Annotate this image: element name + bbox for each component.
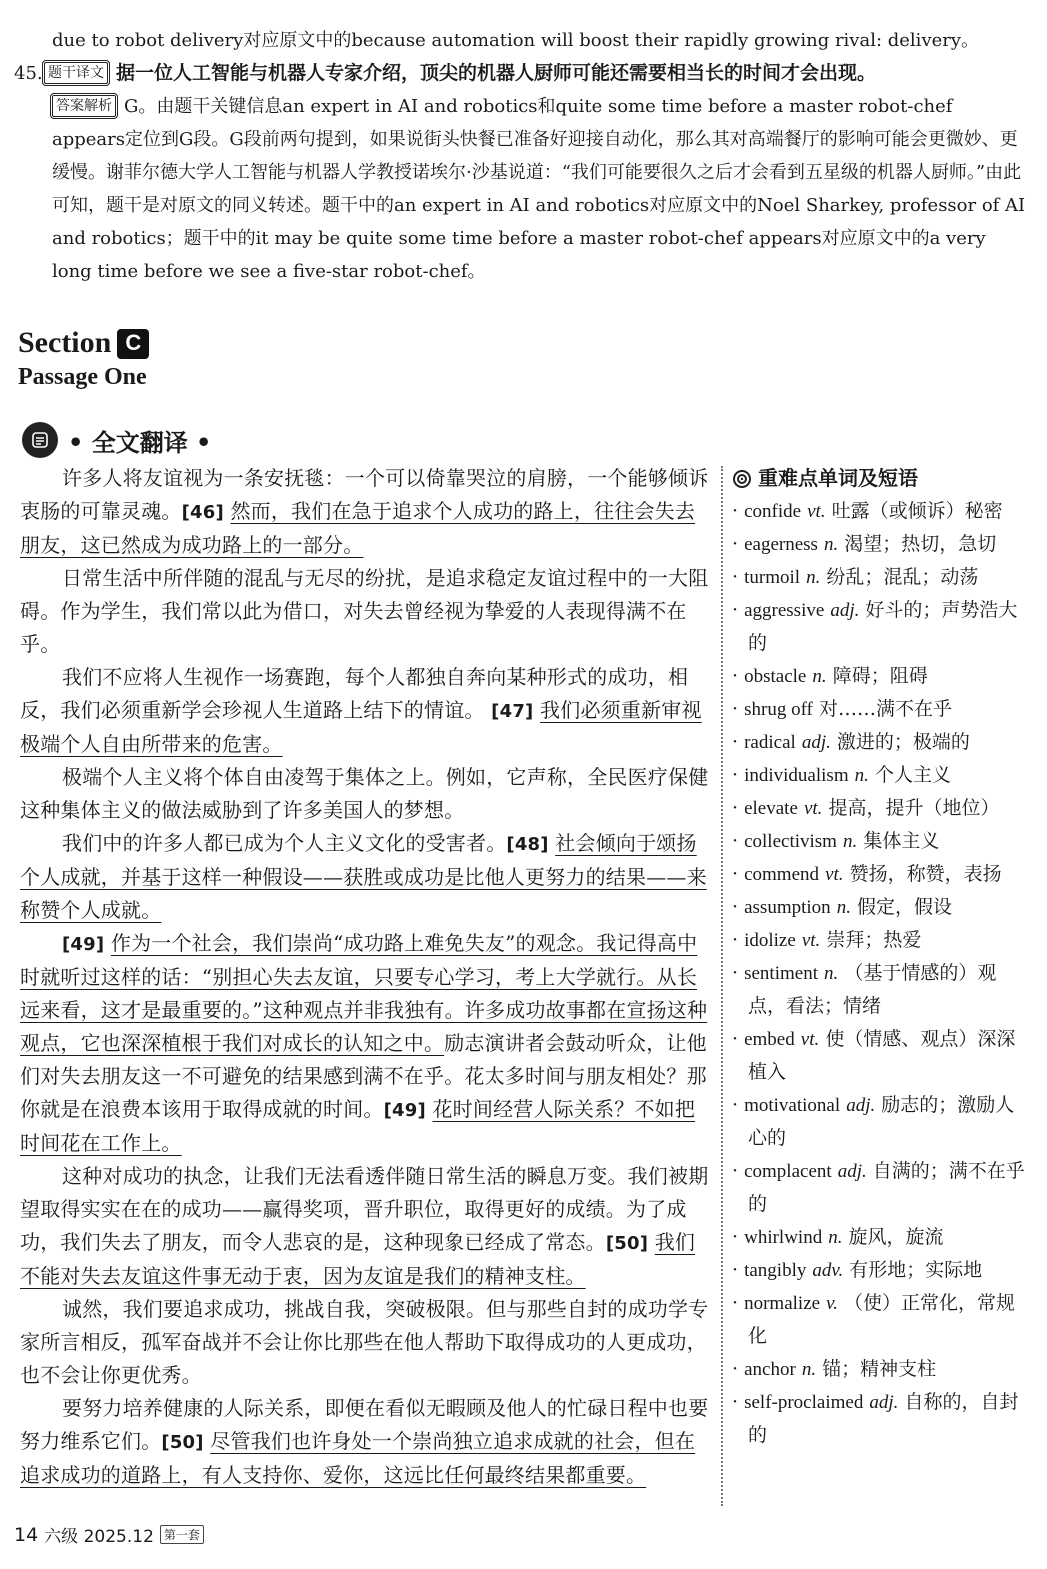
translation-heading xyxy=(22,422,211,458)
vocabulary-word: embed xyxy=(744,1029,795,1050)
vocabulary-meaning: 锚；精神支柱 xyxy=(822,1358,937,1380)
part-of-speech: n. xyxy=(806,567,821,588)
vocabulary-item: · individualism n. 个人主义 xyxy=(732,764,951,786)
vocabulary-sidebar xyxy=(732,462,1028,1452)
vocabulary-word: motivational xyxy=(744,1095,841,1116)
vocabulary-item: · embed vt. 使（情感、观点）深深植入 xyxy=(732,1028,1016,1083)
vocabulary-meaning: 障碍；阻碍 xyxy=(832,665,928,687)
underlined-answer-text: 我们不能对失去友谊这件事无动于衷，因为友谊是我们的精神支柱。 xyxy=(20,1230,696,1288)
answer-continuation: due to robot delivery对应原文中的because automation will boost their rapidly growing rival: delivery。 xyxy=(52,30,980,51)
part-of-speech: adj. xyxy=(846,1095,876,1116)
vocabulary-meaning: 假定，假设 xyxy=(857,896,953,918)
part-of-speech: adj. xyxy=(837,1161,867,1182)
paragraph-text: 励志演讲者会鼓动听众，让他们对失去朋友这一不可避免的结果感到满不在乎。花太多时间与朋友相处？那你就是在浪费本该用于取得成就的时间。 xyxy=(20,1031,707,1121)
underlined-answer-text: 作为一个社会，我们崇尚“成功路上难免失友”的观念。我记得高中时就听过这样的话：“别担心失去友谊，只要专心学习，考上大学就行。从长远来看，这才是最重要的。”这种观点并非我独有。许多成功故事都在宣扬这种观点，它也深深植根于我们对成长的认知之中。 xyxy=(20,931,708,1055)
question-marker: [47] xyxy=(491,701,534,722)
vocabulary-item: · commend vt. 赞扬，称赞，表扬 xyxy=(732,863,1002,885)
part-of-speech: n. xyxy=(828,1227,843,1248)
part-of-speech: vt. xyxy=(801,930,821,951)
answer-explanation xyxy=(22,90,1027,288)
part-of-speech: n. xyxy=(843,831,858,852)
vocabulary-item: · elevate vt. 提高，提升（地位） xyxy=(732,797,1000,819)
page-footer xyxy=(14,1522,204,1547)
vocabulary-heading xyxy=(732,462,1028,495)
vocabulary-item: · anchor n. 锚；精神支柱 xyxy=(732,1358,937,1380)
paragraph-7 xyxy=(20,1160,710,1293)
vocabulary-meaning: 励志的；激励人心的 xyxy=(748,1094,1015,1149)
question-45 xyxy=(14,57,1027,90)
underlined-answer-text: 尽管我们也许身处一个崇尚独立追求成就的社会，但在追求成功的道路上，有人支持你、爱你，这远比任何最终结果都重要。 xyxy=(20,1429,696,1487)
vocabulary-item: · turmoil n. 纷乱；混乱；动荡 xyxy=(732,566,979,588)
part-of-speech: v. xyxy=(826,1293,838,1314)
vocabulary-word: idolize xyxy=(744,930,796,951)
vocabulary-item: · collectivism n. 集体主义 xyxy=(732,830,940,852)
paragraph-3 xyxy=(20,661,710,761)
exam-label: 六级 2025.12 xyxy=(44,1527,154,1547)
part-of-speech: adj. xyxy=(801,732,831,753)
section-label: Section xyxy=(18,326,112,359)
vocabulary-item: · radical adj. 激进的；极端的 xyxy=(732,731,970,753)
vocabulary-meaning: 纷乱；混乱；动荡 xyxy=(826,566,979,588)
vocabulary-word: shrug off xyxy=(744,699,813,720)
vocabulary-meaning: （使）正常化，常规化 xyxy=(748,1292,1015,1347)
paragraph-6 xyxy=(20,927,710,1160)
part-of-speech: n. xyxy=(854,765,869,786)
vocabulary-word: self-proclaimed xyxy=(744,1392,864,1413)
paragraph-8: 诚然，我们要追求成功，挑战自我，突破极限。但与那些自封的成功学专家所言相反，孤军奋战并不会让你比那些在他人帮助下取得成功的人更成功，也不会让你更优秀。 xyxy=(20,1297,709,1387)
underlined-answer-text: 我们必须重新审视极端个人自由所带来的危害。 xyxy=(20,698,702,756)
part-of-speech: adj. xyxy=(830,600,860,621)
underlined-answer-text: 然而，我们在急于追求个人成功的路上，往往会失去朋友，这已然成为成功路上的一部分。 xyxy=(20,499,696,557)
column-divider xyxy=(721,466,723,1506)
vocabulary-word: radical xyxy=(744,732,796,753)
paragraph-4: 极端个人主义将个体自由凌驾于集体之上。例如，它声称，全民医疗保健这种集体主义的做法威胁到了许多美国人的梦想。 xyxy=(20,765,709,822)
part-of-speech: vt. xyxy=(803,798,823,819)
paragraph-text: 许多人将友谊视为一条安抚毯：一个可以倚靠哭泣的肩膀，一个能够倾诉衷肠的可靠灵魂。 xyxy=(20,466,709,523)
vocabulary-word: assumption xyxy=(744,897,831,918)
vocabulary-word: sentiment xyxy=(744,963,818,984)
vocabulary-item: · sentiment n. （基于情感的）观点，看法；情绪 xyxy=(732,962,997,1017)
vocabulary-word: commend xyxy=(744,864,820,885)
vocabulary-item: · normalize v. （使）正常化，常规化 xyxy=(732,1292,1015,1347)
answer-analysis-tag: 答案解析 xyxy=(52,95,116,117)
vocabulary-heading-text: 重难点单词及短语 xyxy=(758,466,918,490)
vocabulary-word: complacent xyxy=(744,1161,832,1182)
vocabulary-meaning: 崇拜；热爱 xyxy=(826,929,922,951)
part-of-speech: adv. xyxy=(812,1260,844,1281)
vocabulary-word: anchor xyxy=(744,1359,796,1380)
vocabulary-item: · eagerness n. 渴望；热切，急切 xyxy=(732,533,997,555)
vocabulary-meaning: （基于情感的）观点，看法；情绪 xyxy=(748,962,997,1017)
vocabulary-item: · complacent adj. 自满的；满不在乎的 xyxy=(732,1160,1025,1215)
vocabulary-meaning: 旋风，旋流 xyxy=(848,1226,944,1248)
vocabulary-item: · shrug off 对……满不在乎 xyxy=(732,698,952,720)
vocabulary-word: eagerness xyxy=(744,534,818,555)
stem-translation: 据一位人工智能与机器人专家介绍，顶尖的机器人厨师可能还需要相当长的时间才会出现。 xyxy=(116,62,877,84)
vocabulary-meaning: 赞扬，称赞，表扬 xyxy=(849,863,1002,885)
vocabulary-list xyxy=(732,495,1028,1452)
answer-analysis-text: G。由题干关键信息an expert in AI and robotics和quite some time before a master robot-chef appears定位到G段。G段前两句提到，如果说街头快餐已准备好迎接自动化，那么其对高端餐厅的影响可能会更微妙、更缓慢。谢菲尔德大学人工智能与机器人学教授诺埃尔·沙基说道：“我们可能要很久之后才会看到五星级的机器人厨师。”由此可知，题干是对原文的同义转述。题干中的an expert in AI and robotics对应原文中的Noel Sharkey, professor of AI and robotics；题干中的it may be quite some time before a master robot-chef appears对应原文中的a very long time before we see a five-star robot-chef。 xyxy=(52,96,1026,282)
vocabulary-meaning: 自称的，自封的 xyxy=(748,1391,1019,1446)
vocabulary-word: obstacle xyxy=(744,666,807,687)
vocabulary-meaning: 吐露（或倾诉）秘密 xyxy=(831,500,1003,522)
part-of-speech: vt. xyxy=(807,501,826,522)
question-marker: [50] xyxy=(605,1233,649,1254)
question-marker: [46] xyxy=(181,502,224,523)
underlined-answer-text: 花时间经营人际关系？不如把时间花在工作上。 xyxy=(20,1097,696,1155)
vocabulary-meaning: 使（情感、观点）深深植入 xyxy=(748,1028,1016,1083)
paragraph-5 xyxy=(20,827,710,927)
vocabulary-item: · motivational adj. 励志的；激励人心的 xyxy=(732,1094,1015,1149)
part-of-speech: n. xyxy=(824,963,839,984)
question-marker: [49] xyxy=(62,934,105,955)
part-of-speech: adj. xyxy=(869,1392,899,1413)
part-of-speech: n. xyxy=(801,1359,817,1380)
vocabulary-word: turmoil xyxy=(744,567,801,588)
paragraph-text: 这种对成功的执念，让我们无法看透伴随日常生活的瞬息万变。我们被期望取得实实在在的成功——赢得奖项，晋升职位，取得更好的成绩。为了成功，我们失去了朋友，而令人悲哀的是，这种现象已经成了常态。 xyxy=(20,1164,709,1254)
vocabulary-word: whirlwind xyxy=(744,1227,823,1248)
translation-body xyxy=(20,462,710,1492)
question-marker: [49] xyxy=(383,1100,426,1121)
target-icon xyxy=(732,469,752,489)
vocabulary-meaning: 集体主义 xyxy=(863,830,940,852)
vocabulary-word: individualism xyxy=(744,765,849,786)
question-number: 45. xyxy=(14,63,43,84)
section-title xyxy=(18,326,149,360)
part-of-speech: n. xyxy=(812,666,827,687)
vocabulary-meaning: 对……满不在乎 xyxy=(818,698,952,720)
vocabulary-item: · assumption n. 假定，假设 xyxy=(732,896,953,918)
part-of-speech: n. xyxy=(836,897,851,918)
vocabulary-meaning: 个人主义 xyxy=(874,764,951,786)
vocabulary-meaning: 有形地；实际地 xyxy=(849,1259,983,1281)
paragraph-1 xyxy=(20,462,710,562)
paragraph-2: 日常生活中所伴随的混乱与无尽的纷扰，是追求稳定友谊过程中的一大阻碍。作为学生，我们常以此为借口，对失去曾经视为挚爱的人表现得满不在乎。 xyxy=(20,566,709,656)
vocabulary-word: elevate xyxy=(744,798,798,819)
vocabulary-meaning: 渴望；热切，急切 xyxy=(844,533,997,555)
vocabulary-item: · obstacle n. 障碍；阻碍 xyxy=(732,665,928,687)
question-marker: [50] xyxy=(161,1432,204,1453)
vocabulary-meaning: 提高，提升（地位） xyxy=(828,797,1000,819)
section-letter-badge: C xyxy=(117,329,149,359)
vocabulary-meaning: 激进的；极端的 xyxy=(836,731,970,753)
vocabulary-item: · confide vt. 吐露（或倾诉）秘密 xyxy=(732,500,1003,522)
part-of-speech: vt. xyxy=(800,1029,820,1050)
document-icon xyxy=(22,422,58,458)
passage-title: Passage One xyxy=(18,364,147,390)
part-of-speech: n. xyxy=(824,534,839,555)
vocabulary-word: tangibly xyxy=(744,1260,807,1281)
vocabulary-item: · tangibly adv. 有形地；实际地 xyxy=(732,1259,983,1281)
vocabulary-item: · aggressive adj. 好斗的；声势浩大的 xyxy=(732,599,1018,654)
stem-translation-tag: 题干译文 xyxy=(44,62,108,84)
section-heading xyxy=(18,326,149,391)
vocabulary-meaning: 自满的；满不在乎的 xyxy=(748,1160,1025,1215)
question-marker: [48] xyxy=(506,834,549,855)
paragraph-text: 我们不应将人生视作一场赛跑，每个人都独自奔向某种形式的成功，相反，我们必须重新学会珍视人生道路上结下的情谊。 xyxy=(20,665,689,722)
paragraph-text: 要努力培养健康的人际关系，即便在看似无暇顾及他人的忙碌日程中也要努力维系它们。 xyxy=(20,1396,709,1453)
vocabulary-word: confide xyxy=(744,501,802,522)
vocabulary-word: normalize xyxy=(744,1293,821,1314)
vocabulary-item: · whirlwind n. 旋风，旋流 xyxy=(732,1226,944,1248)
previous-answer-block xyxy=(14,24,1027,288)
paragraph-text: 我们中的许多人都已成为个人主义文化的受害者。 xyxy=(62,831,507,855)
vocabulary-item: · idolize vt. 崇拜；热爱 xyxy=(732,929,922,951)
underlined-answer-text: 社会倾向于颂扬个人成就，并基于这样一种假设——获胜或成功是比他人更努力的结果——来称赞个人成就。 xyxy=(20,831,707,922)
vocabulary-word: collectivism xyxy=(744,831,837,852)
translation-heading-text: • 全文翻译 • xyxy=(68,427,212,457)
paragraph-9 xyxy=(20,1392,710,1492)
part-of-speech: vt. xyxy=(825,864,844,885)
vocabulary-meaning: 好斗的；声势浩大的 xyxy=(748,599,1018,654)
vocabulary-item: · self-proclaimed adj. 自称的，自封的 xyxy=(732,1391,1019,1446)
vocabulary-word: aggressive xyxy=(744,600,825,621)
page-number: 14 xyxy=(14,1523,39,1546)
set-label: 第一套 xyxy=(160,1525,204,1544)
